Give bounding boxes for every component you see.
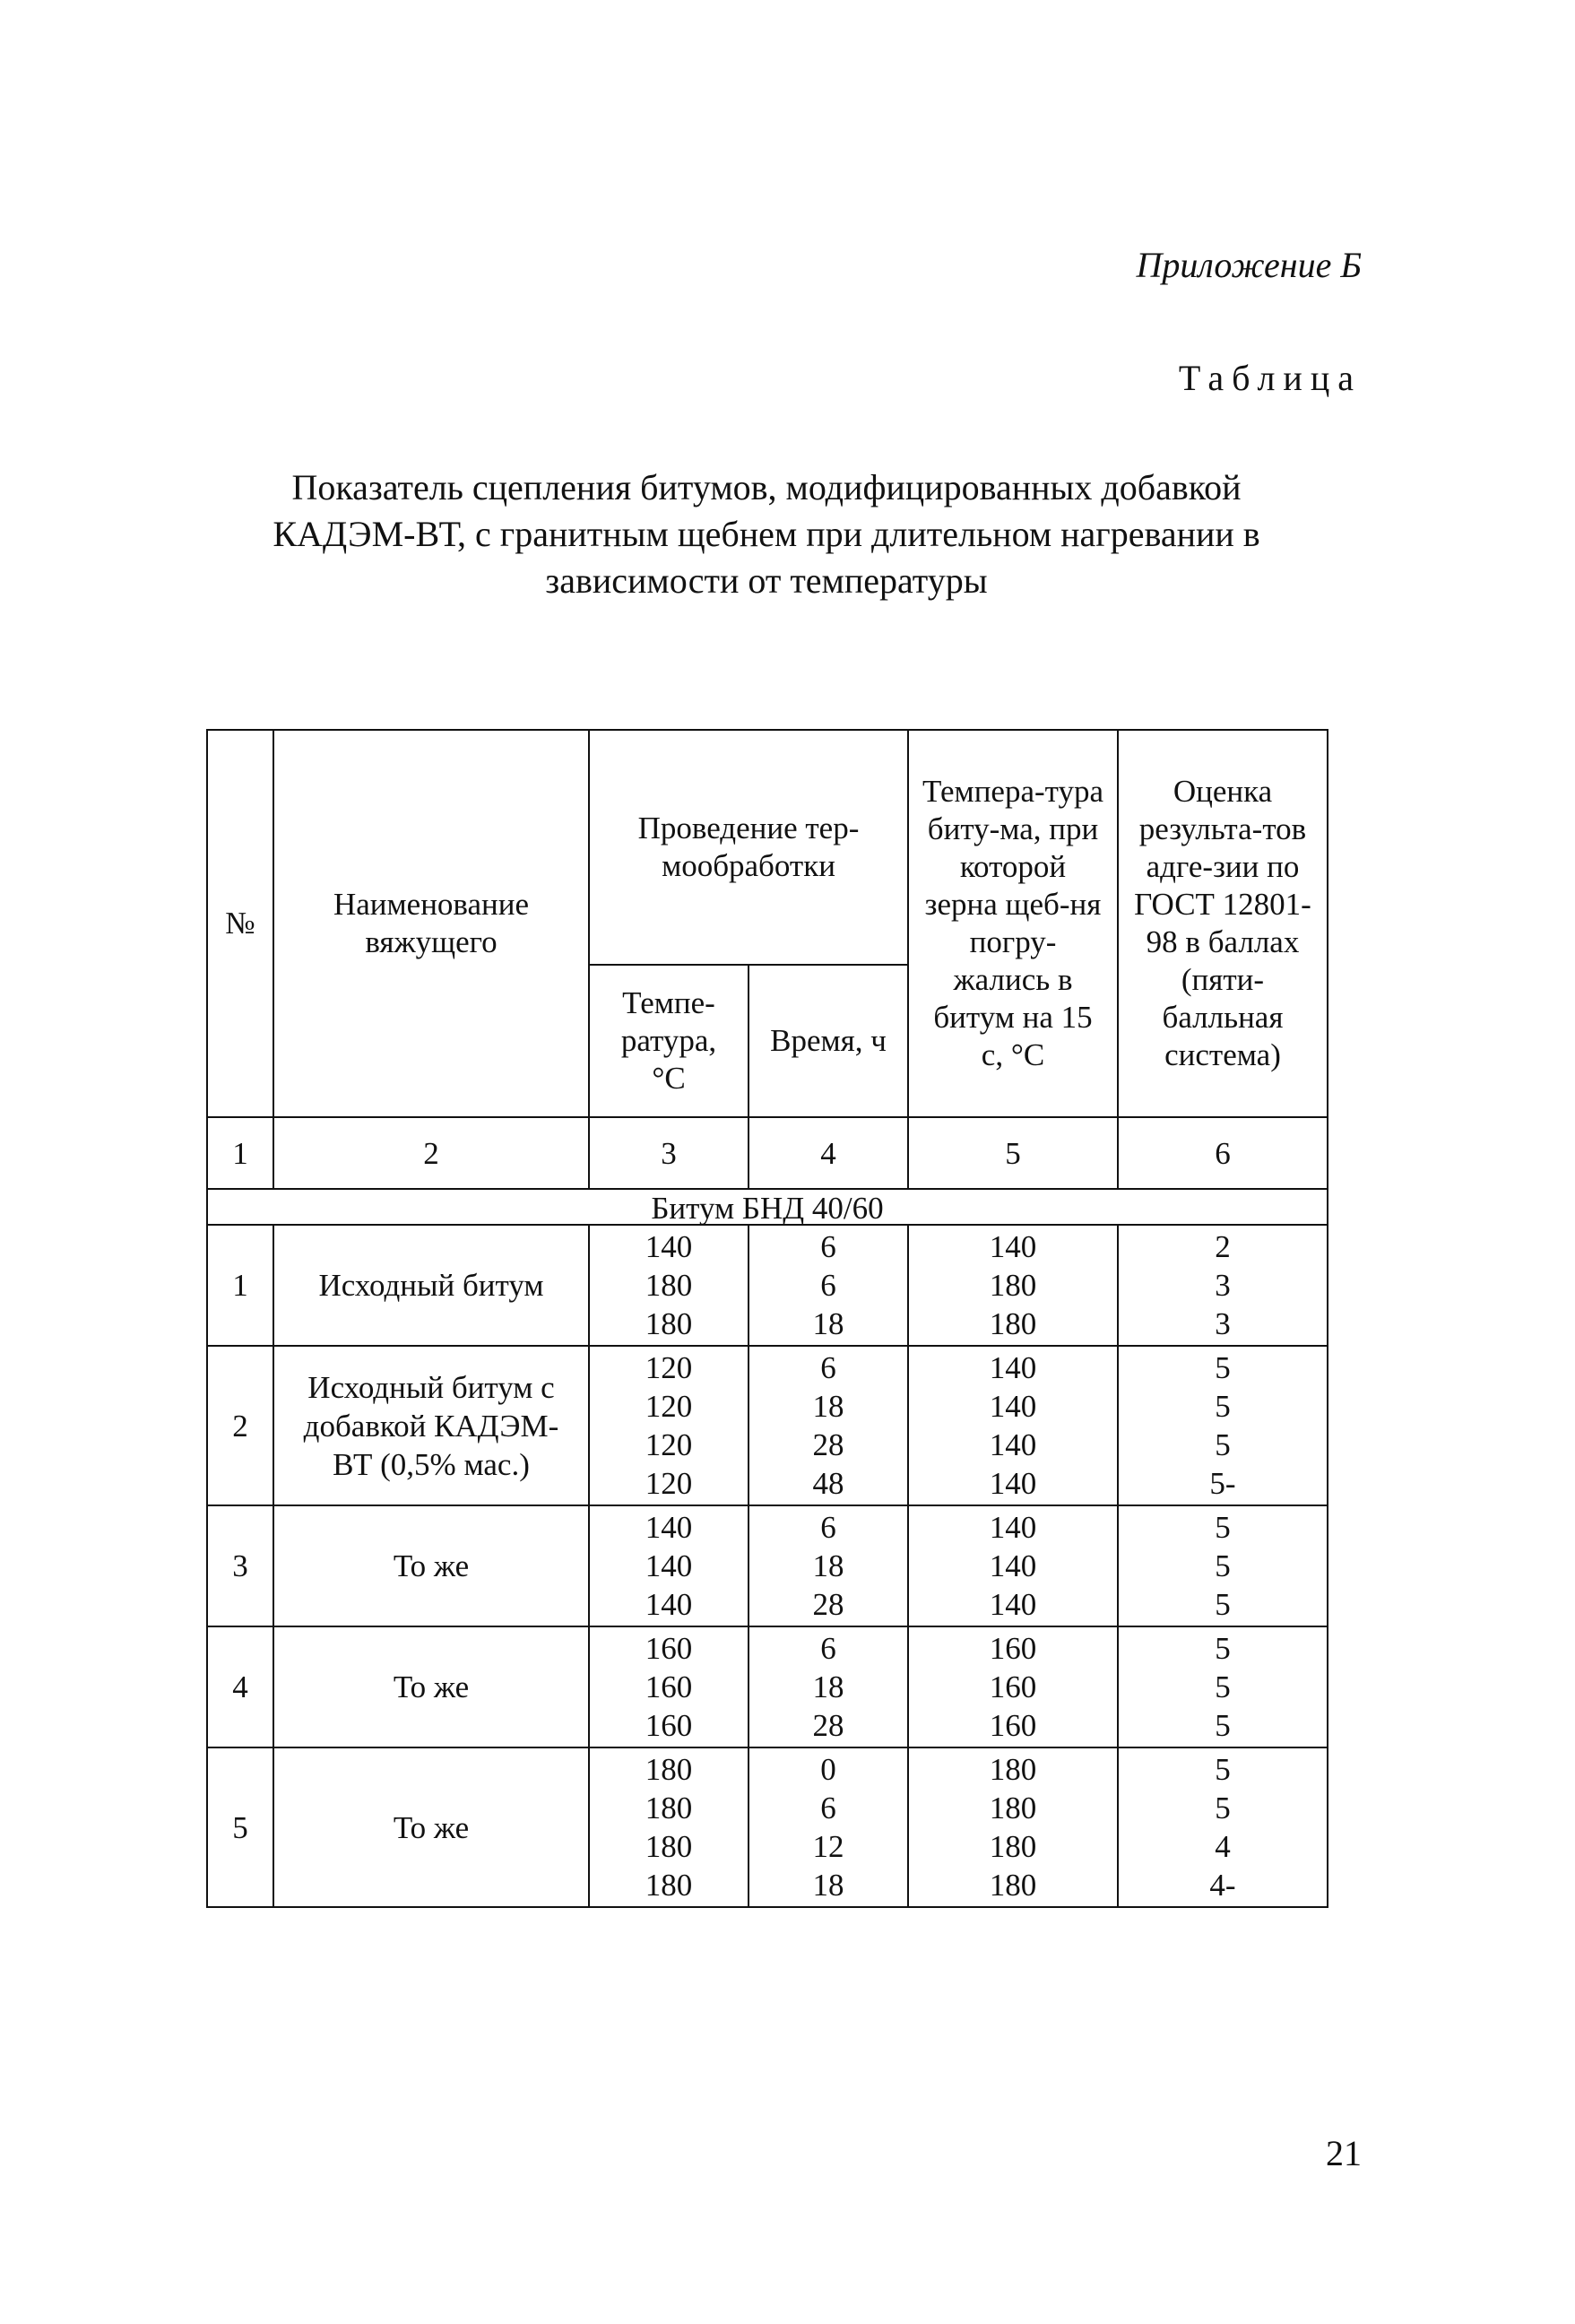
page-number: 21	[1326, 2133, 1362, 2173]
time-value: 28	[812, 1708, 844, 1743]
section-title: Битум БНД 40/60	[207, 1189, 1328, 1225]
row-number: 1	[207, 1225, 273, 1346]
column-number-row	[207, 1117, 1328, 1189]
binder-name: Исходный битум	[273, 1225, 589, 1346]
table-row	[207, 1225, 1328, 1346]
table-label: Таблица	[1178, 358, 1362, 398]
bitumen-temp-cell	[908, 1505, 1118, 1626]
temp-cell	[589, 1225, 749, 1346]
score-value: 5	[1215, 1548, 1231, 1583]
score-value: 3	[1215, 1268, 1231, 1303]
bitumen-temp-value: 180	[989, 1868, 1037, 1903]
bitumen-temp-cell	[908, 1747, 1118, 1907]
header-score: Оценка результа-тов адге-зии по ГОСТ 12801-98 в баллах (пяти-балльная система)	[1118, 730, 1328, 1117]
score-cell	[1118, 1346, 1328, 1505]
time-value: 6	[820, 1510, 836, 1545]
temp-value: 120	[645, 1389, 693, 1424]
bitumen-temp-cell	[908, 1626, 1118, 1747]
score-cell	[1118, 1747, 1328, 1907]
temp-value: 140	[645, 1229, 693, 1264]
bitumen-temp-value: 140	[989, 1350, 1037, 1385]
time-cell	[749, 1346, 908, 1505]
bitumen-temp-value: 180	[989, 1306, 1037, 1341]
bitumen-temp-value: 160	[989, 1631, 1037, 1666]
time-value: 18	[812, 1548, 844, 1583]
column-number: 6	[1118, 1117, 1328, 1189]
temp-cell	[589, 1346, 749, 1505]
time-value: 6	[820, 1229, 836, 1264]
time-value: 18	[812, 1389, 844, 1424]
row-number: 4	[207, 1626, 273, 1747]
binder-name: То же	[273, 1747, 589, 1907]
bitumen-temp-value: 160	[989, 1669, 1037, 1704]
binder-name: То же	[273, 1505, 589, 1626]
temp-value: 160	[645, 1708, 693, 1743]
time-cell	[749, 1505, 908, 1626]
bitumen-temp-value: 140	[989, 1548, 1037, 1583]
column-number: 2	[273, 1117, 589, 1189]
score-cell	[1118, 1225, 1328, 1346]
bitumen-temp-value: 180	[989, 1752, 1037, 1787]
temp-value: 180	[645, 1829, 693, 1864]
caption-line: Показатель сцепления битумов, модифицированных добавкой	[291, 467, 1242, 507]
time-value: 6	[820, 1631, 836, 1666]
time-value: 28	[812, 1427, 844, 1462]
bitumen-temp-value: 140	[989, 1466, 1037, 1501]
bitumen-temp-cell	[908, 1225, 1118, 1346]
bitumen-temp-value: 140	[989, 1587, 1037, 1622]
temp-cell	[589, 1505, 749, 1626]
temp-value: 180	[645, 1868, 693, 1903]
appendix-label: Приложение Б	[1136, 245, 1362, 285]
temp-cell	[589, 1747, 749, 1907]
column-number: 3	[589, 1117, 749, 1189]
temp-value: 180	[645, 1791, 693, 1825]
score-value: 2	[1215, 1229, 1231, 1264]
header-bitumen-temp: Темпера-тура биту-ма, при которой зерна щеб-ня погру-жались в битум на 15 с, °С	[908, 730, 1118, 1117]
score-value: 5	[1215, 1350, 1231, 1385]
temp-value: 120	[645, 1350, 693, 1385]
table-row	[207, 1626, 1328, 1747]
table-row	[207, 1747, 1328, 1907]
time-value: 28	[812, 1587, 844, 1622]
column-number: 1	[207, 1117, 273, 1189]
temp-value: 120	[645, 1427, 693, 1462]
header-row	[207, 730, 1328, 965]
column-number: 5	[908, 1117, 1118, 1189]
bitumen-temp-value: 160	[989, 1708, 1037, 1743]
temp-cell	[589, 1626, 749, 1747]
bitumen-temp-value: 140	[989, 1510, 1037, 1545]
column-number: 4	[749, 1117, 908, 1189]
time-value: 18	[812, 1306, 844, 1341]
time-value: 18	[812, 1669, 844, 1704]
bitumen-temp-value: 180	[989, 1829, 1037, 1864]
binder-name: Исходный битум с добавкой КАДЭМ-ВТ (0,5% мас.)	[273, 1346, 589, 1505]
score-value: 5	[1215, 1427, 1231, 1462]
time-value: 6	[820, 1268, 836, 1303]
bitumen-temp-value: 140	[989, 1389, 1037, 1424]
temp-value: 140	[645, 1510, 693, 1545]
bitumen-temp-value: 180	[989, 1268, 1037, 1303]
score-value: 5	[1215, 1669, 1231, 1704]
header-name: Наименование вяжущего	[273, 730, 589, 1117]
temp-value: 140	[645, 1548, 693, 1583]
score-value: 5	[1215, 1752, 1231, 1787]
temp-value: 140	[645, 1587, 693, 1622]
score-cell	[1118, 1505, 1328, 1626]
caption-line: зависимости от температуры	[545, 560, 988, 601]
score-value: 5	[1215, 1510, 1231, 1545]
section-row	[207, 1189, 1328, 1225]
time-value: 0	[820, 1752, 836, 1787]
score-value: 4	[1215, 1829, 1231, 1864]
row-number: 5	[207, 1747, 273, 1907]
score-value: 5	[1215, 1587, 1231, 1622]
temp-value: 160	[645, 1669, 693, 1704]
time-cell	[749, 1747, 908, 1907]
score-value: 3	[1215, 1306, 1231, 1341]
bitumen-temp-value: 180	[989, 1791, 1037, 1825]
temp-value: 180	[645, 1752, 693, 1787]
temp-value: 120	[645, 1466, 693, 1501]
header-treatment: Проведение тер-мообработки	[589, 730, 908, 965]
table-row	[207, 1346, 1328, 1505]
temp-value: 180	[645, 1306, 693, 1341]
score-value: 5	[1215, 1708, 1231, 1743]
row-number: 2	[207, 1346, 273, 1505]
caption-line: КАДЭМ-ВТ, с гранитным щебнем при длительном нагревании в	[273, 514, 1260, 554]
row-number: 3	[207, 1505, 273, 1626]
time-cell	[749, 1225, 908, 1346]
table-caption	[206, 464, 1327, 604]
score-value: 5	[1215, 1631, 1231, 1666]
header-temp: Темпе-ратура, °С	[589, 965, 749, 1117]
time-value: 18	[812, 1868, 844, 1903]
time-value: 48	[812, 1466, 844, 1501]
score-value: 5	[1215, 1791, 1231, 1825]
bitumen-temp-value: 140	[989, 1229, 1037, 1264]
adhesion-table	[206, 729, 1328, 1908]
time-value: 6	[820, 1350, 836, 1385]
table-row	[207, 1505, 1328, 1626]
header-time: Время, ч	[749, 965, 908, 1117]
score-cell	[1118, 1626, 1328, 1747]
header-no: №	[207, 730, 273, 1117]
temp-value: 160	[645, 1631, 693, 1666]
time-value: 6	[820, 1791, 836, 1825]
score-value: 5	[1215, 1389, 1231, 1424]
time-value: 12	[812, 1829, 844, 1864]
temp-value: 180	[645, 1268, 693, 1303]
binder-name: То же	[273, 1626, 589, 1747]
bitumen-temp-value: 140	[989, 1427, 1037, 1462]
score-value: 5-	[1209, 1466, 1236, 1501]
time-cell	[749, 1626, 908, 1747]
bitumen-temp-cell	[908, 1346, 1118, 1505]
score-value: 4-	[1209, 1868, 1236, 1903]
